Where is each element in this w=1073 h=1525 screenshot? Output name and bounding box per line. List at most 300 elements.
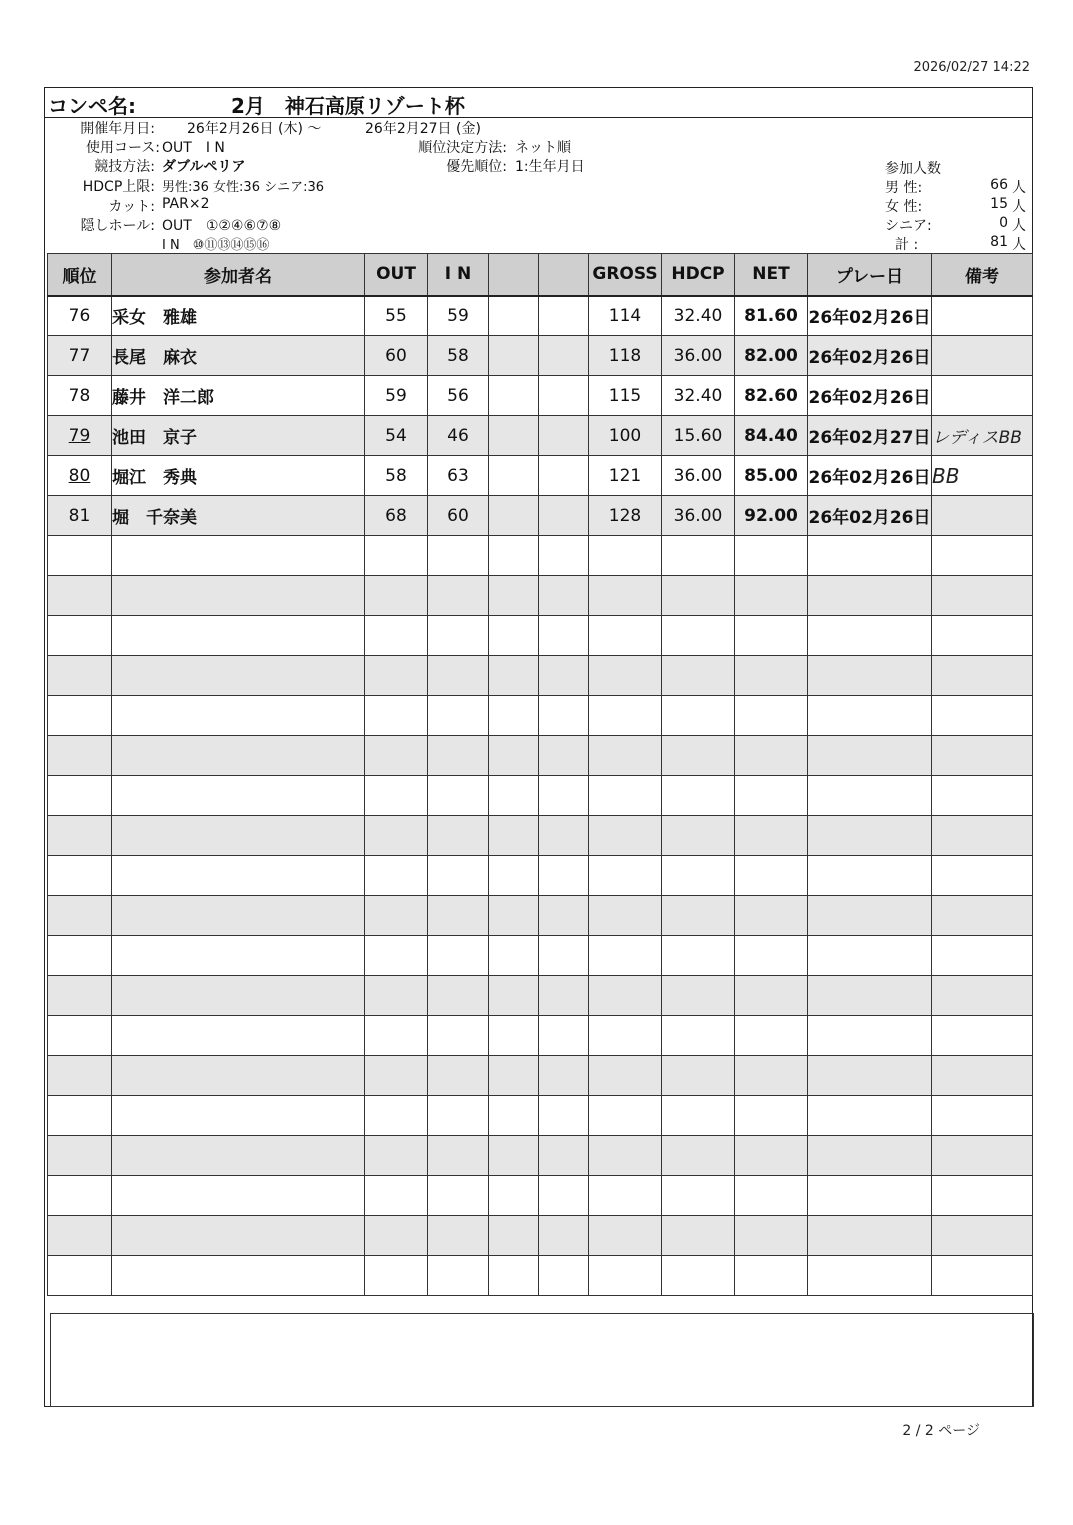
empty-cell [589, 536, 662, 576]
empty-cell [808, 656, 932, 696]
empty-cell [932, 1056, 1033, 1096]
empty-cell [539, 696, 589, 736]
empty-cell [48, 1136, 112, 1176]
empty-cell [428, 696, 489, 736]
empty-cell [489, 976, 539, 1016]
handwritten-remark: レディスBB [932, 416, 1033, 456]
empty-cell [932, 696, 1033, 736]
blank-cell [539, 376, 589, 416]
empty-cell [428, 536, 489, 576]
empty-cell [489, 816, 539, 856]
empty-cell [112, 1256, 365, 1296]
remark-cell [932, 336, 1033, 376]
empty-cell [735, 656, 808, 696]
play-date-cell: 26年02月26日 [808, 456, 932, 496]
empty-cell [589, 1016, 662, 1056]
print-timestamp: 2026/02/27 14:22 [913, 60, 1030, 75]
remark-cell [932, 376, 1033, 416]
empty-cell [662, 936, 735, 976]
empty-cell [932, 736, 1033, 776]
name-cell: 藤井 洋二郎 [112, 376, 365, 416]
empty-cell [539, 656, 589, 696]
remark-cell [932, 296, 1033, 336]
empty-cell [365, 736, 428, 776]
in-cell: 63 [428, 456, 489, 496]
empty-cell [365, 1056, 428, 1096]
empty-cell [489, 1176, 539, 1216]
empty-cell [539, 1056, 589, 1096]
empty-cell [932, 616, 1033, 656]
empty-cell [539, 616, 589, 656]
header-rank: 順位 [48, 254, 112, 296]
senior-count: 0 [999, 215, 1008, 231]
empty-cell [662, 616, 735, 656]
blank-cell [489, 496, 539, 536]
male-label: 男 性: [885, 180, 923, 196]
empty-cell [808, 576, 932, 616]
empty-table-row [48, 656, 1033, 696]
header-play-date: プレー日 [808, 254, 932, 296]
empty-cell [808, 1256, 932, 1296]
empty-cell [365, 1096, 428, 1136]
empty-cell [112, 736, 365, 776]
empty-cell [112, 816, 365, 856]
empty-cell [489, 1056, 539, 1096]
empty-cell [428, 976, 489, 1016]
empty-cell [932, 1216, 1033, 1256]
hdcp-cell: 32.40 [662, 296, 735, 336]
hidden-holes-in: I N ⑩⑪⑬⑭⑮⑯ [162, 238, 270, 253]
handwritten-remark: BB [932, 456, 1033, 496]
in-cell: 59 [428, 296, 489, 336]
play-date-cell: 26年02月26日 [808, 376, 932, 416]
empty-cell [932, 936, 1033, 976]
blank-cell [489, 416, 539, 456]
empty-cell [589, 936, 662, 976]
participant-title-row [885, 158, 1030, 177]
net-cell: 82.00 [735, 336, 808, 376]
empty-cell [365, 696, 428, 736]
empty-cell [365, 1016, 428, 1056]
empty-cell [112, 616, 365, 656]
out-cell: 59 [365, 376, 428, 416]
male-count-row [885, 177, 1030, 196]
empty-cell [489, 696, 539, 736]
name-cell: 池田 京子 [112, 416, 365, 456]
empty-cell [735, 576, 808, 616]
empty-cell [48, 616, 112, 656]
empty-table-row [48, 1016, 1033, 1056]
ranking-label: 順位決定方法: [418, 140, 507, 156]
hdcp-limit-value: 男性:36 女性:36 シニア:36 [162, 180, 325, 195]
empty-cell [662, 1256, 735, 1296]
empty-cell [808, 616, 932, 656]
empty-cell [428, 1256, 489, 1296]
empty-cell [589, 656, 662, 696]
blank-cell [539, 296, 589, 336]
empty-cell [112, 1096, 365, 1136]
gross-cell: 115 [589, 376, 662, 416]
participant-counts [885, 158, 1030, 253]
empty-cell [48, 536, 112, 576]
hidden-holes-label: 隠しホール: [80, 218, 155, 234]
senior-count-row [885, 215, 1030, 234]
empty-cell [932, 576, 1033, 616]
empty-cell [48, 736, 112, 776]
empty-cell [489, 736, 539, 776]
empty-cell [112, 536, 365, 576]
empty-cell [428, 656, 489, 696]
gross-cell: 114 [589, 296, 662, 336]
empty-cell [808, 896, 932, 936]
method-value: ダブルペリア [162, 159, 246, 175]
priority-value: 1:生年月日 [515, 159, 585, 175]
empty-cell [589, 576, 662, 616]
empty-cell [932, 816, 1033, 856]
empty-cell [932, 536, 1033, 576]
rank-cell: 79 [48, 416, 112, 456]
blank-cell [489, 336, 539, 376]
net-cell: 85.00 [735, 456, 808, 496]
total-count-row [885, 234, 1030, 253]
competition-title: 2月 神石高原リゾート杯 [231, 94, 465, 118]
empty-cell [589, 696, 662, 736]
empty-table-row [48, 536, 1033, 576]
empty-cell [48, 656, 112, 696]
empty-cell [735, 616, 808, 656]
empty-cell [428, 1216, 489, 1256]
cut-label: カット: [108, 199, 155, 215]
empty-cell [428, 896, 489, 936]
blank-cell [539, 416, 589, 456]
empty-table-row [48, 1176, 1033, 1216]
net-cell: 81.60 [735, 296, 808, 336]
empty-cell [932, 856, 1033, 896]
table-row [48, 456, 1033, 496]
empty-cell [489, 896, 539, 936]
net-cell: 92.00 [735, 496, 808, 536]
empty-cell [735, 816, 808, 856]
empty-cell [808, 856, 932, 896]
hdcp-cell: 36.00 [662, 496, 735, 536]
date-from: 26年2月26日 (木) ～ [187, 121, 322, 137]
empty-table-row [48, 1096, 1033, 1136]
empty-cell [48, 936, 112, 976]
empty-cell [112, 696, 365, 736]
empty-cell [428, 936, 489, 976]
table-row [48, 376, 1033, 416]
empty-cell [365, 1136, 428, 1176]
empty-cell [489, 536, 539, 576]
header-in: I N [428, 254, 489, 296]
empty-cell [808, 536, 932, 576]
play-date-cell: 26年02月26日 [808, 336, 932, 376]
empty-cell [735, 1016, 808, 1056]
empty-cell [808, 816, 932, 856]
empty-cell [932, 1096, 1033, 1136]
empty-cell [539, 1216, 589, 1256]
empty-cell [808, 976, 932, 1016]
hdcp-cell: 32.40 [662, 376, 735, 416]
empty-cell [589, 856, 662, 896]
empty-cell [735, 856, 808, 896]
empty-cell [662, 576, 735, 616]
empty-cell [48, 776, 112, 816]
total-count: 81 [990, 234, 1008, 250]
empty-cell [48, 1256, 112, 1296]
empty-cell [735, 736, 808, 776]
empty-cell [539, 536, 589, 576]
empty-cell [112, 776, 365, 816]
empty-cell [112, 896, 365, 936]
empty-cell [365, 816, 428, 856]
blank-cell [489, 376, 539, 416]
empty-cell [808, 736, 932, 776]
empty-table-row [48, 1056, 1033, 1096]
empty-cell [48, 896, 112, 936]
in-cell: 58 [428, 336, 489, 376]
empty-table-row [48, 1216, 1033, 1256]
empty-cell [735, 976, 808, 1016]
empty-cell [539, 936, 589, 976]
empty-cell [112, 936, 365, 976]
empty-cell [808, 1176, 932, 1216]
male-count: 66 [990, 177, 1008, 193]
empty-cell [428, 1136, 489, 1176]
empty-cell [539, 1136, 589, 1176]
empty-cell [489, 576, 539, 616]
header-net: NET [735, 254, 808, 296]
empty-cell [112, 856, 365, 896]
name-cell: 采女 雅雄 [112, 296, 365, 336]
empty-cell [539, 1016, 589, 1056]
blank-cell [539, 336, 589, 376]
empty-cell [662, 856, 735, 896]
empty-table-row [48, 696, 1033, 736]
empty-cell [112, 1016, 365, 1056]
empty-cell [365, 656, 428, 696]
table-row [48, 336, 1033, 376]
empty-cell [662, 976, 735, 1016]
in-cell: 60 [428, 496, 489, 536]
empty-cell [735, 1136, 808, 1176]
header-blank-1 [489, 254, 539, 296]
empty-cell [539, 856, 589, 896]
hdcp-limit-label: HDCP上限: [82, 179, 155, 195]
empty-table-row [48, 936, 1033, 976]
empty-cell [932, 1136, 1033, 1176]
hdcp-cell: 36.00 [662, 456, 735, 496]
empty-cell [428, 776, 489, 816]
remark-cell [932, 496, 1033, 536]
empty-cell [735, 536, 808, 576]
empty-table-row [48, 576, 1033, 616]
empty-cell [428, 1176, 489, 1216]
empty-cell [808, 1096, 932, 1136]
method-label: 競技方法: [94, 159, 155, 175]
empty-cell [428, 1016, 489, 1056]
out-cell: 60 [365, 336, 428, 376]
name-cell: 長尾 麻衣 [112, 336, 365, 376]
empty-cell [662, 736, 735, 776]
empty-cell [662, 816, 735, 856]
empty-cell [589, 816, 662, 856]
blank-cell [489, 296, 539, 336]
empty-cell [365, 936, 428, 976]
rank-cell: 77 [48, 336, 112, 376]
competition-title-label: コンペ名: [48, 94, 136, 118]
empty-table-row [48, 896, 1033, 936]
footer-box [50, 1313, 1034, 1407]
in-cell: 56 [428, 376, 489, 416]
empty-cell [112, 1136, 365, 1176]
hidden-holes-out: OUT ①②④⑥⑦⑧ [162, 218, 282, 234]
total-unit: 人 [1012, 237, 1026, 253]
empty-cell [662, 776, 735, 816]
empty-cell [932, 776, 1033, 816]
empty-cell [365, 976, 428, 1016]
results-table [47, 253, 1033, 1296]
empty-cell [48, 1176, 112, 1216]
empty-cell [735, 1096, 808, 1136]
empty-cell [489, 616, 539, 656]
empty-cell [428, 1096, 489, 1136]
empty-table-row [48, 616, 1033, 656]
empty-cell [932, 976, 1033, 1016]
blank-cell [489, 456, 539, 496]
date-to: 26年2月27日 (金) [365, 121, 481, 137]
table-row [48, 496, 1033, 536]
rank-cell: 80 [48, 456, 112, 496]
rank-cell: 81 [48, 496, 112, 536]
gross-cell: 121 [589, 456, 662, 496]
empty-cell [735, 1216, 808, 1256]
empty-cell [428, 616, 489, 656]
header-name: 参加者名 [112, 254, 365, 296]
empty-cell [48, 856, 112, 896]
empty-cell [112, 656, 365, 696]
female-count: 15 [990, 196, 1008, 212]
empty-cell [932, 896, 1033, 936]
empty-rows [48, 536, 1033, 1296]
empty-cell [48, 816, 112, 856]
empty-cell [428, 736, 489, 776]
empty-cell [808, 776, 932, 816]
out-cell: 54 [365, 416, 428, 456]
empty-cell [48, 976, 112, 1016]
empty-cell [662, 696, 735, 736]
empty-cell [365, 896, 428, 936]
empty-table-row [48, 736, 1033, 776]
empty-cell [539, 1096, 589, 1136]
empty-cell [428, 1056, 489, 1096]
net-cell: 84.40 [735, 416, 808, 456]
empty-cell [112, 1216, 365, 1256]
empty-cell [589, 976, 662, 1016]
empty-cell [589, 1256, 662, 1296]
empty-cell [662, 536, 735, 576]
total-label: 計 : [895, 237, 919, 253]
competition-title-row [45, 88, 1032, 118]
empty-table-row [48, 816, 1033, 856]
empty-cell [539, 1176, 589, 1216]
ranking-value: ネット順 [515, 140, 571, 156]
empty-cell [489, 1096, 539, 1136]
empty-cell [662, 1016, 735, 1056]
empty-cell [489, 656, 539, 696]
senior-unit: 人 [1012, 218, 1026, 234]
empty-cell [489, 1256, 539, 1296]
play-date-cell: 26年02月26日 [808, 496, 932, 536]
empty-cell [365, 1216, 428, 1256]
course-label: 使用コース: [85, 140, 160, 156]
empty-cell [589, 1176, 662, 1216]
empty-cell [539, 776, 589, 816]
empty-cell [589, 736, 662, 776]
empty-cell [808, 1216, 932, 1256]
empty-cell [365, 856, 428, 896]
empty-cell [662, 1096, 735, 1136]
female-count-row [885, 196, 1030, 215]
gross-cell: 100 [589, 416, 662, 456]
play-date-cell: 26年02月27日 [808, 416, 932, 456]
cut-value: PAR×2 [162, 196, 210, 212]
empty-cell [489, 856, 539, 896]
out-cell: 68 [365, 496, 428, 536]
empty-cell [662, 1216, 735, 1256]
empty-cell [48, 696, 112, 736]
empty-cell [932, 1176, 1033, 1216]
empty-cell [932, 1016, 1033, 1056]
empty-cell [539, 1256, 589, 1296]
header-hdcp: HDCP [662, 254, 735, 296]
table-header-row [48, 254, 1033, 296]
empty-cell [539, 976, 589, 1016]
empty-cell [489, 936, 539, 976]
empty-cell [112, 1056, 365, 1096]
empty-cell [48, 1016, 112, 1056]
empty-cell [112, 1176, 365, 1216]
empty-cell [735, 696, 808, 736]
empty-cell [735, 776, 808, 816]
hdcp-cell: 36.00 [662, 336, 735, 376]
empty-cell [539, 736, 589, 776]
empty-table-row [48, 776, 1033, 816]
empty-cell [735, 1056, 808, 1096]
empty-cell [589, 896, 662, 936]
empty-cell [539, 576, 589, 616]
empty-cell [808, 1056, 932, 1096]
empty-cell [112, 576, 365, 616]
empty-cell [489, 1016, 539, 1056]
senior-label: シニア: [885, 218, 932, 234]
empty-cell [589, 1216, 662, 1256]
empty-cell [365, 576, 428, 616]
gross-cell: 128 [589, 496, 662, 536]
empty-cell [808, 696, 932, 736]
name-cell: 堀 千奈美 [112, 496, 365, 536]
empty-cell [589, 776, 662, 816]
blank-cell [539, 456, 589, 496]
header-blank-2 [539, 254, 589, 296]
empty-cell [735, 1256, 808, 1296]
priority-label: 優先順位: [446, 159, 507, 175]
empty-cell [932, 656, 1033, 696]
blank-cell [539, 496, 589, 536]
in-cell: 46 [428, 416, 489, 456]
empty-cell [808, 1016, 932, 1056]
table-row [48, 416, 1033, 456]
